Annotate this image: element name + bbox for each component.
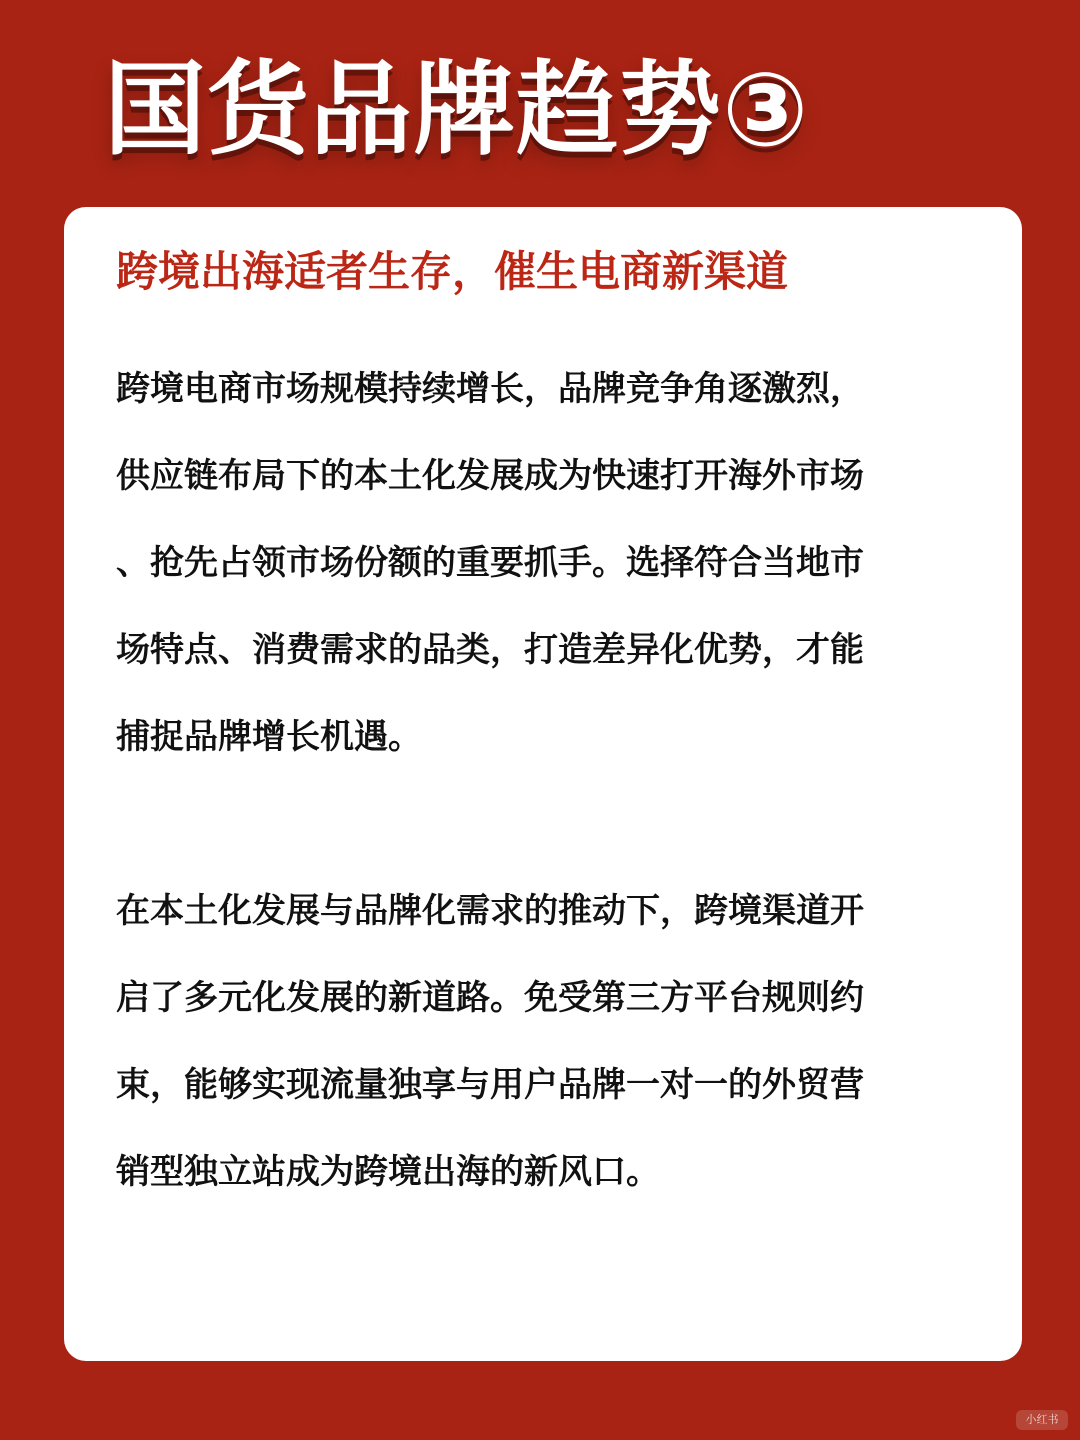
content-card: [64, 207, 1022, 1361]
xiaohongshu-watermark: 小红书: [1016, 1410, 1068, 1430]
section-subtitle: 跨境出海适者生存，催生电商新渠道: [116, 247, 789, 296]
paragraph-1-line-2: 供应链布局下的本土化发展成为快速打开海外市场: [116, 456, 864, 496]
page-title: 国货品牌趋势③: [104, 51, 810, 170]
paragraph-1-line-5: 捕捉品牌增长机遇。: [116, 717, 422, 757]
paragraph-2-line-2: 启了多元化发展的新道路。免受第三方平台规则约: [116, 978, 864, 1018]
paragraph-2-line-4: 销型独立站成为跨境出海的新风口。: [116, 1152, 660, 1192]
paragraph-1-line-4: 场特点、消费需求的品类，打造差异化优势，才能: [116, 630, 864, 670]
paragraph-1: [116, 346, 966, 781]
paragraph-2-line-3: 束，能够实现流量独享与用户品牌一对一的外贸营: [116, 1065, 864, 1105]
paragraph-2: [116, 868, 966, 1216]
paragraph-1-line-1: 跨境电商市场规模持续增长，品牌竞争角逐激烈，: [116, 369, 864, 409]
paragraph-spacing: [116, 781, 970, 868]
paragraph-2-line-1: 在本土化发展与品牌化需求的推动下，跨境渠道开: [116, 891, 864, 931]
paragraph-1-line-3: 、抢先占领市场份额的重要抓手。选择符合当地市: [116, 543, 864, 583]
